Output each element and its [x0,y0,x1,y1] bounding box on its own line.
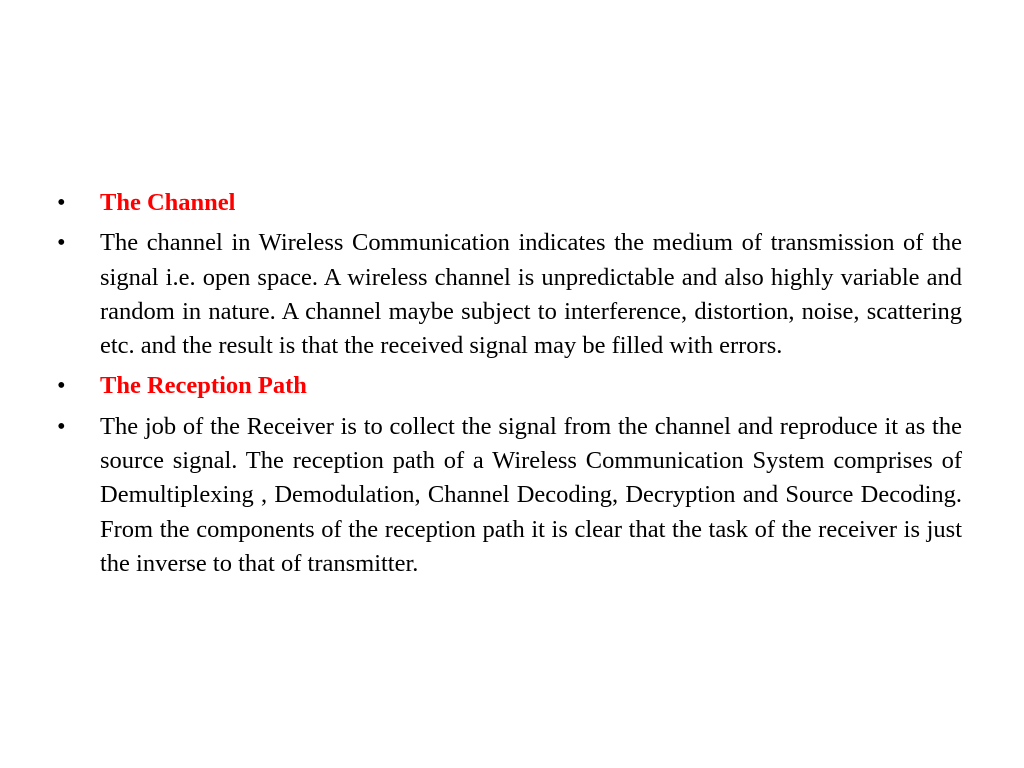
heading-text: The Channel [100,189,236,216]
bullet-heading-channel [57,186,962,220]
paragraph-text: The job of the Receiver is to collect the signal from the channel and reproduce it as the source signal. The reception path of a Wireless Communication System comprises of Demultiplexing , Demodulation, Channel Decoding, Decryption and Source Decoding. From the components of the reception path it is clear that the task of the receiver is just the inverse to that of transmitter. [100,412,962,577]
bullet-paragraph-reception-path [57,410,962,581]
bullet-icon: • [57,372,66,400]
paragraph-text: The channel in Wireless Communication indicates the medium of transmission of the signal i.e. open space. A wireless channel is unpredictable and also highly variable and random in nature. A channel maybe subject to interference, distortion, noise, scattering etc. and the result is that the received signal may be filled with errors. [100,229,962,360]
bullet-list [57,186,962,587]
bullet-icon: • [57,412,66,440]
bullet-icon: • [57,229,66,257]
bullet-paragraph-channel [57,226,962,363]
bullet-heading-reception-path [57,369,962,403]
bullet-icon: • [57,189,66,216]
heading-text: The Reception Path [100,372,307,400]
